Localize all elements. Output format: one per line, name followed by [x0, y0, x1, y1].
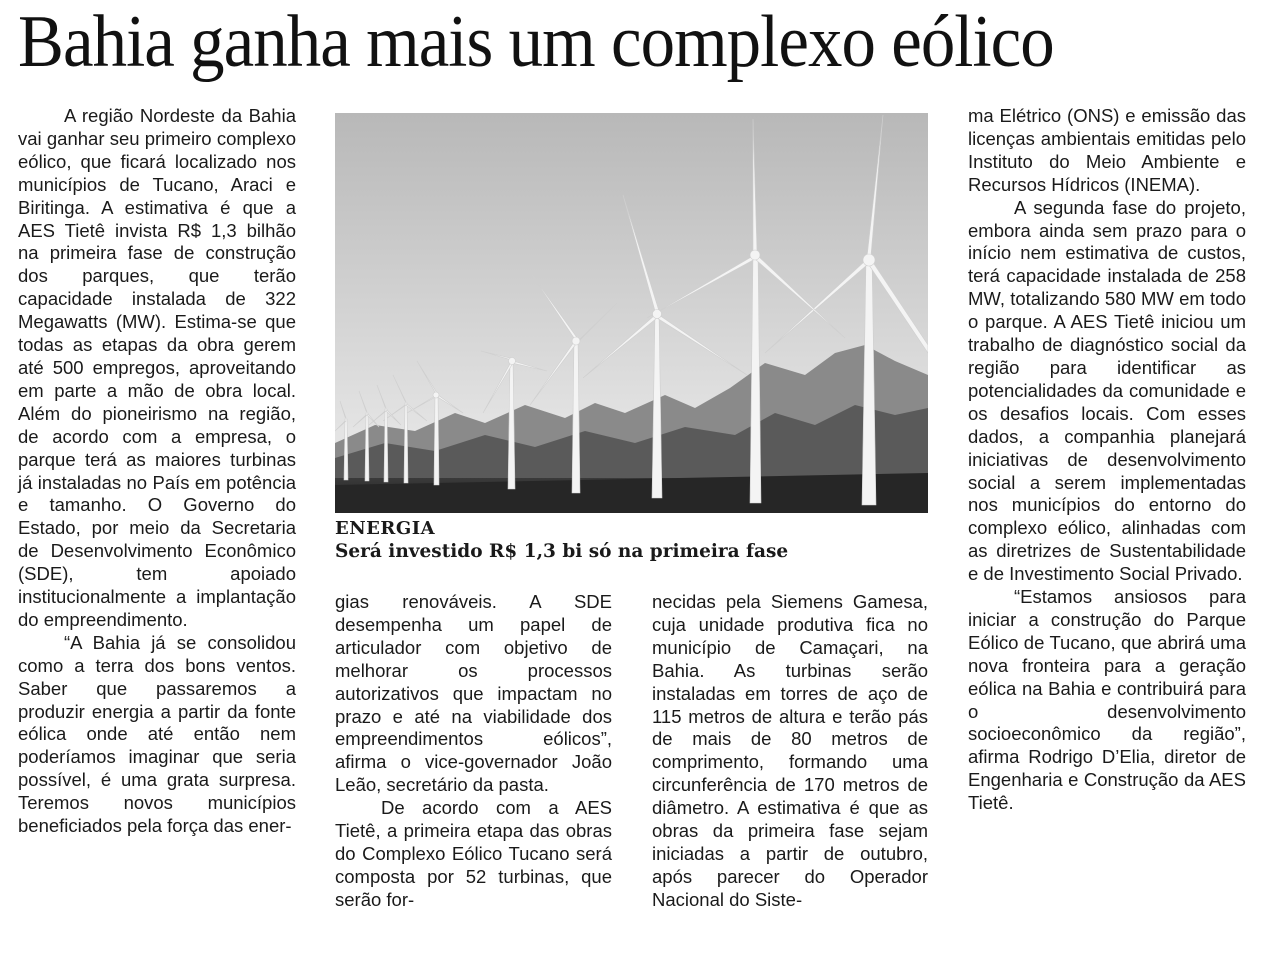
- article-column-3: [652, 591, 928, 912]
- paragraph: ma Elétrico (ONS) e emissão das licenças ambientais emitidas pelo Instituto do Meio Ambiente e Recursos Hídricos (INEMA).: [968, 105, 1246, 195]
- article-column-4: [968, 105, 1246, 815]
- paragraph: A segunda fase do projeto, embora ainda sem prazo para o início nem estimativa de custos, terá capacidade instalada de 258 MW, totalizando 580 MW em todo o parque. A AES Tietê iniciou um trabalho de diagnóstico social da região para identificar as potencialidades da comunidade e os desafios locais. Com esses dados, a companhia planejará iniciativas de desenvolvimento social a serem implementadas nos municípios do entorno do complexo eólico, alinhadas com as diretrizes de Sustentabilidade e de Investimento Social Privado.: [968, 196, 1246, 585]
- caption-text: Será investido R$ 1,3 bi só na primeira fase: [335, 541, 789, 562]
- article-column-2: [335, 591, 612, 912]
- photo-caption: [335, 518, 935, 564]
- paragraph: De acordo com a AES Tietê, a primeira etapa das obras do Complexo Eólico Tucano será composta por 52 turbinas, que serão for-: [335, 797, 612, 910]
- caption-kicker: ENERGIA: [335, 518, 436, 539]
- headline: Bahia ganha mais um complexo eólico: [18, 1, 1054, 83]
- paragraph: gias renováveis. A SDE desempenha um papel de articulador com objetivo de melhorar os processos autorizativos que impactam no prazo e até na viabilidade dos empreendimentos eólicos”, afirma o vice-governador João Leão, secretário da pasta.: [335, 591, 612, 796]
- article-column-1: [18, 105, 296, 838]
- paragraph: “Estamos ansiosos para iniciar a construção do Parque Eólico de Tucano, que abrirá uma nova fronteira para a geração eólica na Bahia e contribuirá para o desenvolvimento socioeconômico da região”, afirma Rodrigo D’Elia, diretor de Engenharia e Construção da AES Tietê.: [968, 586, 1246, 814]
- paragraph: “A Bahia já se consolidou como a terra dos bons ventos. Saber que passaremos a produzir energia a partir da fonte eólica onde até então nem poderíamos imaginar que seria possível, é uma grata surpresa. Teremos novos municípios beneficiados pela força das ener-: [18, 631, 296, 837]
- wind-turbines-photo: [335, 113, 928, 513]
- paragraph: necidas pela Siemens Gamesa, cuja unidade produtiva fica no município de Camaçari, na Bahia. As turbinas serão instaladas em torres de aço de 115 metros de altura e terão pás de mais de 80 metros de comprimento, formando uma circunferência de 170 metros de diâmetro. A estimativa é que as obras da primeira fase sejam iniciadas a partir de outubro, após parecer do Operador Nacional do Siste-: [652, 591, 928, 910]
- paragraph: A região Nordeste da Bahia vai ganhar seu primeiro complexo eólico, que ficará localizado nos municípios de Tucano, Araci e Biritinga. A estimativa é que a AES Tietê invista R$ 1,3 bilhão na primeira fase de construção dos parques, que terão capacidade instalada de 322 Megawatts (MW). Estima-se que todas as etapas da obra gerem até 500 empregos, aproveitando em parte a mão de obra local. Além do pioneirismo na região, de acordo com a empresa, o parque terá as maiores turbinas já instaladas no País em potência e tamanho. O Governo do Estado, por meio da Secretaria de Desenvolvimento Econômico (SDE), tem apoiado institucionalmente a implantação do empreendimento.: [18, 105, 296, 630]
